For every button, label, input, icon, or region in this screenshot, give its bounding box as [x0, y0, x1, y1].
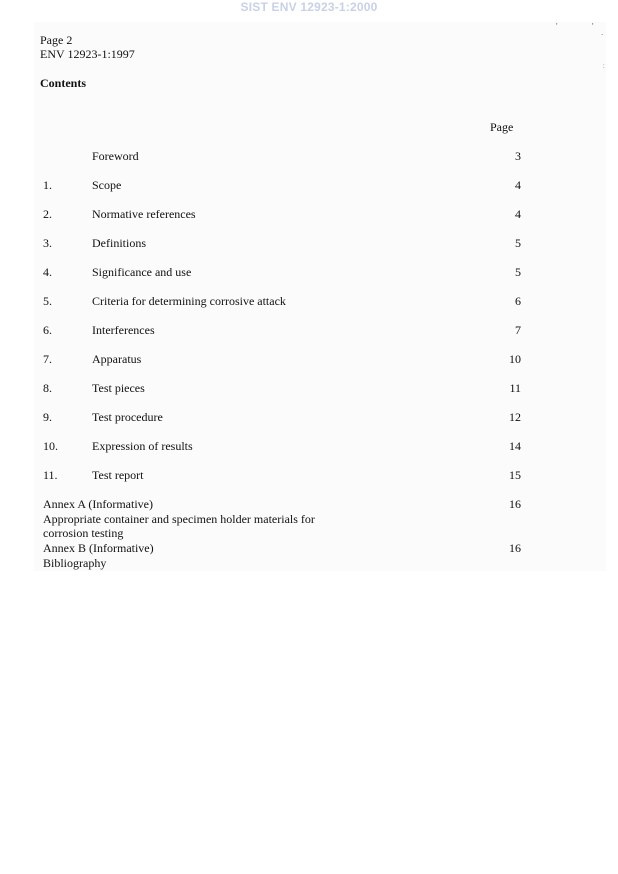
toc-entry-title: Criteria for determining corrosive attack — [92, 294, 286, 308]
page-number-label: Page 2 — [40, 33, 73, 47]
toc-entry-title: Apparatus — [92, 352, 142, 366]
toc-entry-number: 1. — [43, 178, 52, 192]
contents-title: Contents — [40, 76, 87, 90]
toc-entry-title: Test report — [92, 468, 144, 482]
annex-a-page: 16 — [509, 497, 521, 511]
toc-entry-page: 15 — [509, 468, 521, 482]
annex-a-heading: Annex A (Informative) — [43, 497, 153, 511]
toc-entry[interactable] — [0, 236, 618, 252]
annex-b-page: 16 — [509, 541, 521, 555]
toc-entry-page: 5 — [515, 236, 521, 250]
scan-speck: : — [603, 64, 605, 70]
toc-entry-title: Normative references — [92, 207, 196, 221]
toc-entry-number: 9. — [43, 410, 52, 424]
toc-entry-title: Interferences — [92, 323, 155, 337]
toc-entry-number: 5. — [43, 294, 52, 308]
annex-a-title-line2: corrosion testing — [43, 526, 124, 540]
toc-entry[interactable] — [0, 410, 618, 426]
toc-entry[interactable] — [0, 323, 618, 339]
toc-entry-page: 4 — [515, 207, 521, 221]
watermark: SIST ENV 12923-1:2000 — [240, 0, 378, 14]
annex-a-title-line1: Appropriate container and specimen holder materials for — [43, 511, 315, 526]
toc-entry-page: 14 — [509, 439, 521, 453]
toc-entry-title: Definitions — [92, 236, 146, 250]
toc-entry-title: Expression of results — [92, 439, 193, 453]
toc-entry[interactable] — [0, 381, 618, 397]
toc-entry-page: 3 — [515, 149, 521, 163]
toc-entry-number: 6. — [43, 323, 52, 337]
toc-entry-number: 10. — [43, 439, 58, 453]
annex-b-title-line1: Bibliography — [43, 555, 107, 570]
toc-entry-page: 5 — [515, 265, 521, 279]
toc-entry-number: 4. — [43, 265, 52, 279]
toc-entry-page: 12 — [509, 410, 521, 424]
toc-entry[interactable] — [0, 294, 618, 310]
toc-entry[interactable] — [0, 265, 618, 281]
toc-entry-page: 11 — [509, 381, 521, 395]
toc-entry-number: 3. — [43, 236, 52, 250]
toc-entry-page: 7 — [515, 323, 521, 337]
toc-entry[interactable] — [0, 178, 618, 194]
toc-entry[interactable] — [0, 439, 618, 455]
toc-entry-page: 6 — [515, 294, 521, 308]
toc-entry-number: 11. — [43, 468, 58, 482]
scan-speck: ' — [556, 22, 558, 31]
toc-entry[interactable] — [0, 352, 618, 368]
toc-entry[interactable] — [0, 149, 618, 165]
page-column-header: Page — [490, 120, 514, 134]
scan-speck: ' — [592, 22, 594, 31]
toc-entry[interactable] — [0, 207, 618, 223]
scan-speck: . — [601, 28, 604, 37]
toc-entry-title: Test pieces — [92, 381, 145, 395]
toc-entry-title: Scope — [92, 178, 122, 192]
toc-entry-number: 7. — [43, 352, 52, 366]
toc-entry-title: Significance and use — [92, 265, 192, 279]
annex-b-entry[interactable] — [43, 541, 343, 570]
annex-a-entry[interactable] — [43, 497, 343, 541]
toc-entry-title: Test procedure — [92, 410, 163, 424]
annex-b-heading: Annex B (Informative) — [43, 541, 154, 555]
toc-entry-page: 10 — [509, 352, 521, 366]
toc-entry[interactable] — [0, 468, 618, 484]
toc-entry-page: 4 — [515, 178, 521, 192]
toc-entry-number: 2. — [43, 207, 52, 221]
document-id: ENV 12923-1:1997 — [40, 47, 135, 61]
toc-entry-number: 8. — [43, 381, 52, 395]
toc-entry-title: Foreword — [92, 149, 139, 163]
